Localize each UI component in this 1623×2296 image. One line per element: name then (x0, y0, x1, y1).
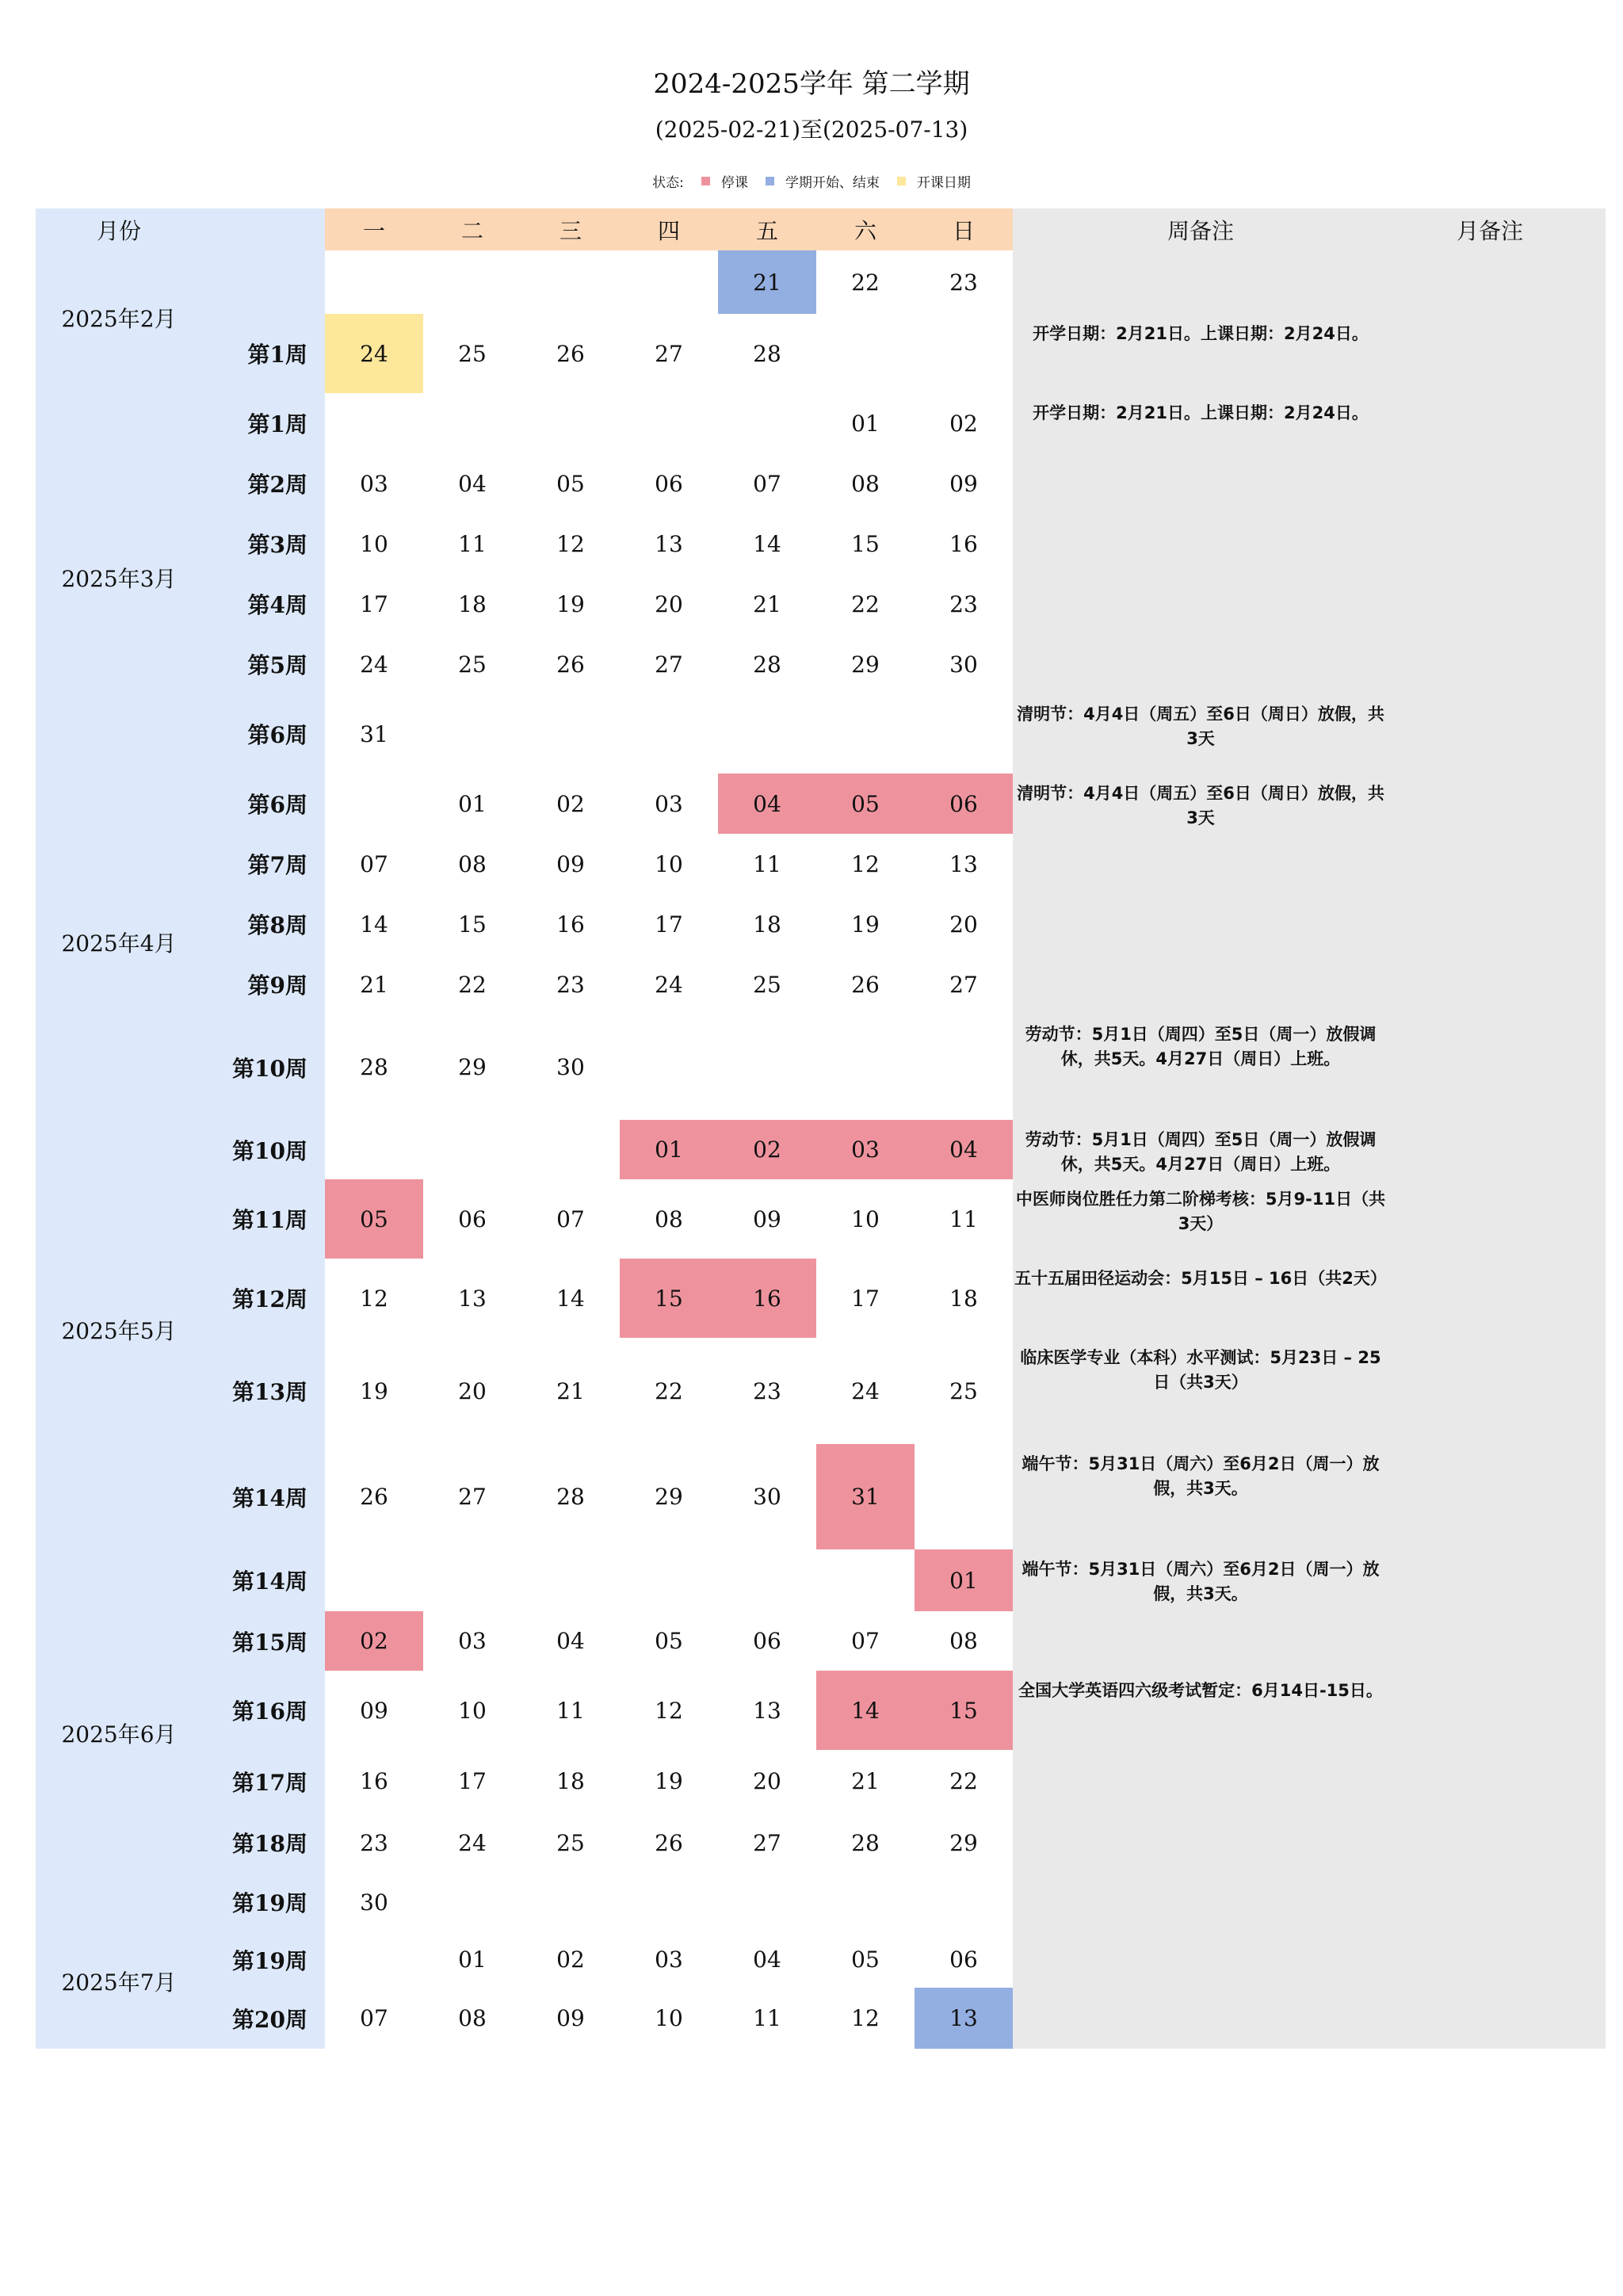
date-cell[interactable]: 24 (851, 1377, 880, 1404)
date-cell[interactable]: 03 (655, 1946, 683, 1973)
date-cell[interactable]: 10 (655, 850, 683, 877)
date-cell[interactable]: 26 (556, 651, 585, 678)
date-cell[interactable]: 04 (753, 1946, 781, 1973)
week-note: 清明节：4月4日（周五）至6日（周日）放假，共3天 (1017, 784, 1384, 827)
month-label: 2025年7月 (61, 1969, 177, 1996)
page-title: 2024-2025学年 第二学期 (653, 68, 970, 100)
month-label: 2025年3月 (61, 566, 177, 592)
date-cell[interactable]: 21 (718, 250, 816, 314)
week-label: 第19周 (232, 1947, 307, 1974)
date-cell[interactable]: 24 (360, 651, 388, 678)
week-note: 五十五届田径运动会：5月15日 – 16日（共2天） (1014, 1269, 1387, 1288)
date-cell[interactable]: 07 (556, 1205, 585, 1232)
date-cell[interactable]: 21 (753, 590, 781, 617)
date-cell[interactable]: 15 (851, 530, 880, 557)
date-cell[interactable]: 16 (556, 911, 585, 938)
week-label: 第6周 (247, 792, 307, 818)
weekday-header: 五 (755, 217, 778, 244)
date-cell[interactable]: 13 (655, 530, 683, 557)
date-cell[interactable]: 18 (458, 590, 487, 617)
week-label: 第18周 (232, 1831, 307, 1857)
date-cell[interactable]: 16 (718, 1259, 816, 1338)
date-cell[interactable]: 30 (556, 1054, 585, 1080)
date-cell[interactable]: 17 (360, 590, 388, 617)
week-note: 劳动节：5月1日（周四）至5日（周一）放假调休，共5天。4月27日（周日）上班。 (1025, 1025, 1377, 1068)
date-cell[interactable]: 29 (458, 1054, 487, 1080)
week-label: 第1周 (247, 411, 307, 437)
date-cell[interactable]: 30 (949, 651, 978, 678)
week-label: 第6周 (247, 722, 307, 748)
date-cell[interactable]: 22 (851, 269, 880, 296)
date-cell[interactable]: 07 (753, 470, 781, 497)
week-note: 全国大学英语四六级考试暂定：6月14日-15日。 (1018, 1681, 1383, 1700)
date-cell[interactable]: 06 (655, 470, 683, 497)
date-cell[interactable]: 04 (556, 1628, 585, 1654)
week-note: 劳动节：5月1日（周四）至5日（周一）放假调休，共5天。4月27日（周日）上班。 (1025, 1130, 1377, 1174)
date-cell[interactable]: 21 (556, 1377, 585, 1404)
date-cell[interactable]: 10 (655, 2005, 683, 2031)
date-cell[interactable]: 27 (949, 971, 978, 998)
date-cell[interactable]: 22 (851, 590, 880, 617)
month-label: 2025年5月 (61, 1318, 177, 1344)
weekday-header: 日 (952, 217, 975, 244)
date-cell[interactable]: 28 (753, 340, 781, 367)
date-cell[interactable]: 01 (458, 790, 487, 817)
date-cell[interactable]: 09 (949, 470, 978, 497)
date-cell[interactable]: 21 (851, 1768, 880, 1794)
date-cell[interactable]: 09 (753, 1205, 781, 1232)
date-cell[interactable]: 17 (851, 1285, 880, 1312)
week-label: 第16周 (232, 1698, 307, 1725)
date-cell[interactable]: 01 (915, 1549, 1013, 1611)
week-label: 第3周 (247, 532, 307, 558)
date-cell[interactable]: 24 (655, 971, 683, 998)
month-label: 2025年6月 (61, 1721, 177, 1748)
week-note: 临床医学专业（本科）水平测试：5月23日 – 25日（共3天） (1020, 1348, 1381, 1392)
week-label: 第9周 (247, 972, 307, 999)
date-cell[interactable]: 20 (458, 1377, 487, 1404)
week-note: 开学日期：2月21日。上课日期：2月24日。 (1033, 324, 1369, 343)
week-note: 开学日期：2月21日。上课日期：2月24日。 (1033, 403, 1369, 422)
weekday-header: 二 (460, 217, 483, 244)
date-cell[interactable]: 13 (949, 850, 978, 877)
legend-item-start: 开课日期 (916, 175, 971, 191)
date-cell[interactable]: 28 (753, 651, 781, 678)
date-cell[interactable]: 14 (753, 530, 781, 557)
weekday-header: 六 (854, 217, 876, 244)
week-label: 第4周 (247, 592, 307, 618)
date-cell[interactable]: 04 (718, 774, 816, 834)
date-cell[interactable]: 02 (718, 1120, 816, 1179)
date-cell[interactable]: 19 (655, 1768, 683, 1794)
date-cell[interactable]: 24 (325, 314, 423, 393)
date-cell[interactable]: 29 (655, 1484, 683, 1510)
week-label: 第14周 (232, 1568, 307, 1595)
date-cell[interactable]: 23 (360, 1829, 388, 1856)
date-cell[interactable]: 19 (556, 590, 585, 617)
date-cell[interactable]: 04 (915, 1120, 1013, 1179)
date-cell[interactable]: 10 (360, 530, 388, 557)
week-note: 端午节：5月31日（周六）至6月2日（周一）放假，共3天。 (1022, 1454, 1380, 1498)
date-cell[interactable]: 01 (851, 410, 880, 437)
date-cell[interactable]: 20 (753, 1768, 781, 1794)
date-cell[interactable]: 15 (620, 1259, 718, 1338)
date-cell[interactable]: 28 (851, 1829, 880, 1856)
date-cell[interactable]: 09 (556, 850, 585, 877)
date-cell[interactable]: 23 (556, 971, 585, 998)
date-cell[interactable]: 25 (556, 1829, 585, 1856)
legend-item-term: 学期开始、结束 (785, 175, 880, 191)
week-label: 第8周 (247, 912, 307, 938)
date-cell[interactable]: 27 (655, 651, 683, 678)
date-cell[interactable]: 11 (949, 1205, 978, 1232)
date-cell[interactable]: 25 (458, 651, 487, 678)
date-cell[interactable]: 01 (620, 1120, 718, 1179)
month-label: 2025年4月 (61, 930, 177, 957)
week-label: 第14周 (232, 1484, 307, 1511)
date-cell[interactable]: 26 (360, 1484, 388, 1510)
date-cell[interactable]: 26 (655, 1829, 683, 1856)
date-cell[interactable]: 13 (458, 1285, 487, 1312)
date-cell[interactable]: 05 (816, 774, 915, 834)
date-cell[interactable]: 22 (949, 1768, 978, 1794)
date-cell[interactable]: 26 (556, 340, 585, 367)
date-cell[interactable]: 06 (753, 1628, 781, 1654)
legend-swatch-suspended (701, 177, 710, 185)
date-cell[interactable]: 15 (458, 911, 487, 938)
legend-swatch-start (897, 177, 906, 185)
date-cell[interactable]: 08 (655, 1205, 683, 1232)
date-cell[interactable]: 09 (556, 2005, 585, 2031)
legend-label: 状态: (652, 175, 684, 191)
date-cell[interactable]: 25 (753, 971, 781, 998)
date-cell[interactable]: 14 (816, 1671, 915, 1750)
date-cell[interactable]: 02 (949, 410, 978, 437)
week-label: 第1周 (247, 342, 307, 368)
week-label: 第7周 (247, 852, 307, 878)
week-label: 第2周 (247, 472, 307, 498)
date-cell[interactable]: 14 (556, 1285, 585, 1312)
date-cell[interactable]: 07 (851, 1628, 880, 1654)
date-cell[interactable]: 25 (458, 340, 487, 367)
date-cell[interactable]: 08 (458, 850, 487, 877)
date-cell[interactable]: 08 (949, 1628, 978, 1654)
date-cell[interactable]: 23 (949, 269, 978, 296)
date-cell[interactable]: 12 (655, 1697, 683, 1724)
date-cell[interactable]: 11 (458, 530, 487, 557)
term-date-range: (2025-02-21)至(2025-07-13) (655, 117, 968, 143)
weekday-header: 一 (362, 217, 385, 244)
week-label: 第15周 (232, 1629, 307, 1656)
date-cell[interactable]: 11 (753, 850, 781, 877)
date-cell[interactable]: 02 (556, 1946, 585, 1973)
legend-item-suspended: 停课 (720, 175, 748, 191)
week-label: 第5周 (247, 652, 307, 678)
date-cell[interactable]: 13 (915, 1988, 1013, 2049)
date-cell[interactable]: 12 (851, 850, 880, 877)
date-cell[interactable]: 29 (851, 651, 880, 678)
week-label: 第10周 (232, 1055, 307, 1082)
week-label: 第13周 (232, 1379, 307, 1405)
date-cell[interactable]: 12 (556, 530, 585, 557)
date-cell[interactable]: 20 (949, 911, 978, 938)
date-cell[interactable]: 12 (851, 2005, 880, 2031)
date-cell[interactable]: 16 (360, 1768, 388, 1794)
date-cell[interactable]: 28 (360, 1054, 388, 1080)
date-cell[interactable]: 08 (851, 470, 880, 497)
date-cell[interactable]: 27 (753, 1829, 781, 1856)
date-cell[interactable]: 03 (655, 790, 683, 817)
date-cell[interactable]: 27 (458, 1484, 487, 1510)
date-cell[interactable]: 28 (556, 1484, 585, 1510)
date-cell[interactable]: 16 (949, 530, 978, 557)
date-cell[interactable]: 03 (458, 1628, 487, 1654)
date-cell[interactable]: 17 (458, 1768, 487, 1794)
date-cell[interactable]: 02 (325, 1611, 423, 1671)
date-cell[interactable]: 22 (655, 1377, 683, 1404)
date-cell[interactable]: 05 (325, 1179, 423, 1259)
month-header: 月份 (96, 217, 141, 244)
week-label: 第20周 (232, 2006, 307, 2033)
date-cell[interactable]: 27 (655, 340, 683, 367)
legend (0, 171, 1623, 191)
date-cell[interactable]: 06 (949, 1946, 978, 1973)
date-cell[interactable]: 07 (360, 850, 388, 877)
date-cell[interactable]: 30 (753, 1484, 781, 1510)
date-cell[interactable]: 04 (458, 470, 487, 497)
date-cell[interactable]: 12 (360, 1285, 388, 1312)
week-label: 第12周 (232, 1286, 307, 1312)
date-cell[interactable]: 23 (753, 1377, 781, 1404)
date-cell[interactable]: 23 (949, 590, 978, 617)
date-cell[interactable]: 19 (360, 1377, 388, 1404)
date-cell[interactable]: 03 (360, 470, 388, 497)
date-cell[interactable]: 06 (915, 774, 1013, 834)
week-label: 第10周 (232, 1137, 307, 1164)
week-label: 第19周 (232, 1890, 307, 1916)
date-cell[interactable]: 15 (915, 1671, 1013, 1750)
date-cell[interactable]: 02 (556, 790, 585, 817)
legend-swatch-term (766, 177, 774, 185)
date-cell[interactable]: 25 (949, 1377, 978, 1404)
date-cell[interactable]: 03 (816, 1120, 915, 1179)
date-cell[interactable]: 07 (360, 2005, 388, 2031)
date-cell[interactable]: 10 (458, 1697, 487, 1724)
date-cell[interactable]: 31 (816, 1444, 915, 1549)
week-label: 第17周 (232, 1769, 307, 1796)
week-note: 清明节：4月4日（周五）至6日（周日）放假，共3天 (1017, 705, 1384, 748)
date-cell[interactable]: 22 (458, 971, 487, 998)
date-cell[interactable]: 13 (753, 1697, 781, 1724)
date-cell[interactable]: 01 (458, 1946, 487, 1973)
week-label: 第11周 (232, 1207, 307, 1233)
date-cell[interactable]: 19 (851, 911, 880, 938)
date-cell[interactable]: 18 (753, 911, 781, 938)
date-cell[interactable]: 05 (851, 1946, 880, 1973)
month-label: 2025年2月 (61, 306, 177, 332)
date-cell[interactable]: 11 (753, 2005, 781, 2031)
date-cell[interactable]: 30 (360, 1889, 388, 1916)
date-cell[interactable]: 11 (556, 1697, 585, 1724)
weekday-header: 四 (657, 217, 680, 244)
week-note: 端午节：5月31日（周六）至6月2日（周一）放假，共3天。 (1022, 1560, 1380, 1603)
date-cell[interactable]: 31 (360, 720, 388, 747)
week-note: 中医师岗位胜任力第二阶梯考核：5月9-11日（共3天） (1015, 1190, 1386, 1233)
date-cell[interactable]: 20 (655, 590, 683, 617)
month-note-header: 月备注 (1456, 217, 1523, 244)
date-cell[interactable]: 05 (655, 1628, 683, 1654)
week-note-header: 周备注 (1167, 217, 1234, 244)
date-cell[interactable]: 21 (360, 971, 388, 998)
date-cell[interactable]: 14 (360, 911, 388, 938)
date-cell[interactable]: 26 (851, 971, 880, 998)
date-cell[interactable]: 24 (458, 1829, 487, 1856)
weekday-header: 三 (559, 217, 582, 244)
date-cell[interactable]: 18 (556, 1768, 585, 1794)
date-cell[interactable]: 18 (949, 1285, 978, 1312)
date-cell[interactable]: 06 (458, 1205, 487, 1232)
date-cell[interactable]: 17 (655, 911, 683, 938)
date-cell[interactable]: 08 (458, 2005, 487, 2031)
date-cell[interactable]: 05 (556, 470, 585, 497)
date-cell[interactable]: 10 (851, 1205, 880, 1232)
date-cell[interactable]: 29 (949, 1829, 978, 1856)
date-cell[interactable]: 09 (360, 1697, 388, 1724)
